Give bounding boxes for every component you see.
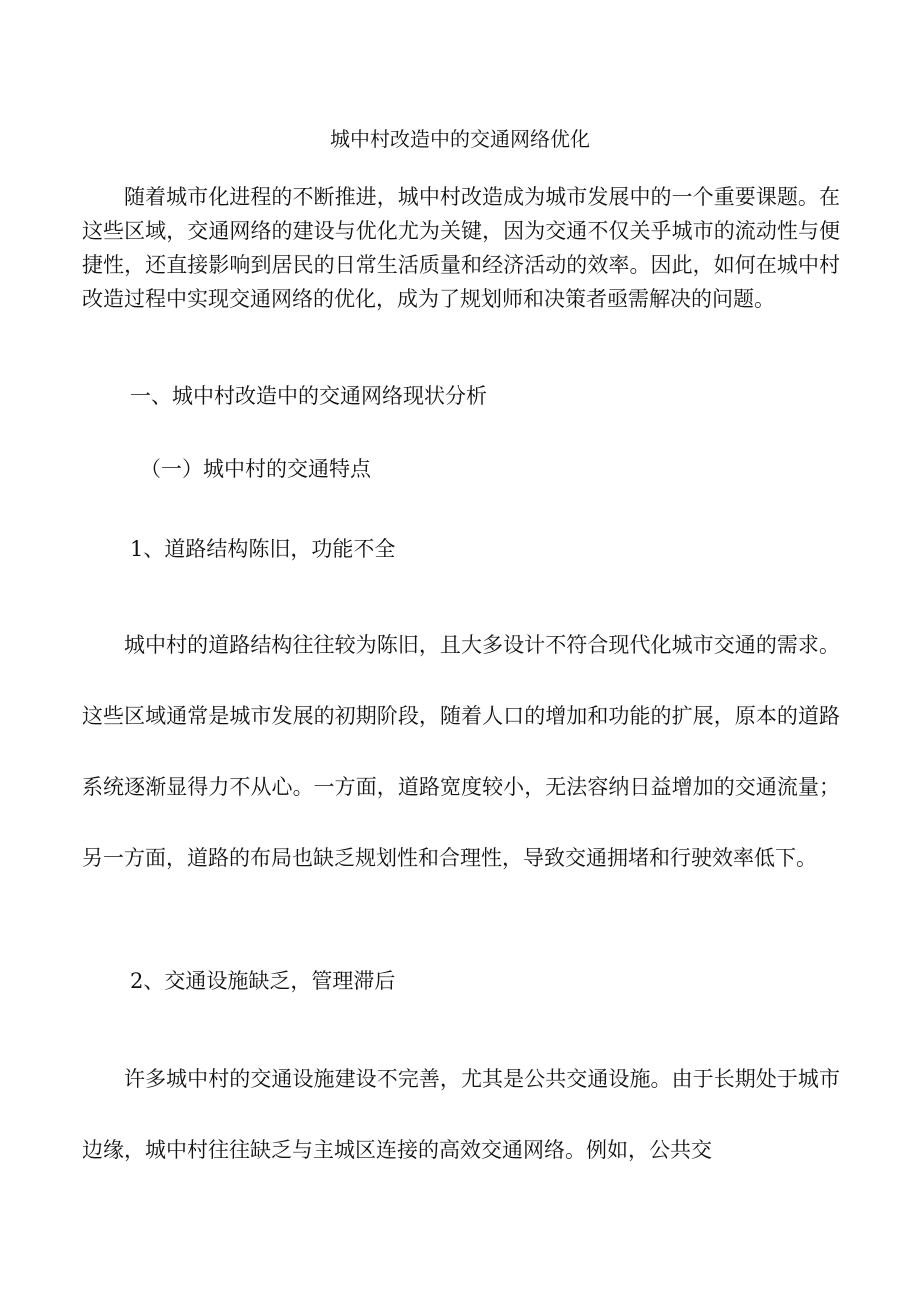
item-paragraph-2: 许多城中村的交通设施建设不完善，尤其是公共交通设施。由于长期处于城市边缘，城中村往往缺乏与主城区连接的高效交通网络。例如，公共交 — [82, 1067, 840, 1162]
item-paragraph-1: 城中村的道路结构往往较为陈旧，且大多设计不符合现代化城市交通的需求。这些区域通常是城市发展的初期阶段，随着人口的增加和功能的扩展，原本的道路系统逐渐显得力不从心。一方面，道路宽度较小，无法容纳日益增加的交通流量；另一方面，道路的布局也缺乏规划性和合理性，导致交通拥堵和行驶效率低下。 — [82, 633, 840, 870]
item-heading-1: 1、道路结构陈旧，功能不全 — [130, 537, 396, 561]
subsection-heading: （一）城中村的交通特点 — [140, 457, 371, 481]
section-heading: 一、城中村改造中的交通网络现状分析 — [130, 384, 487, 408]
item-heading-2: 2、交通设施缺乏，管理滞后 — [130, 969, 396, 993]
document-title: 城中村改造中的交通网络优化 — [330, 127, 590, 151]
intro-paragraph: 随着城市化进程的不断推进，城中村改造成为城市发展中的一个重要课题。在这些区域，交通网络的建设与优化尤为关键，因为交通不仅关乎城市的流动性与便捷性，还直接影响到居民的日常生活质量和经济活动的效率。因此，如何在城中村改造过程中实现交通网络的优化，成为了规划师和决策者亟需解决的问题。 — [82, 185, 840, 311]
